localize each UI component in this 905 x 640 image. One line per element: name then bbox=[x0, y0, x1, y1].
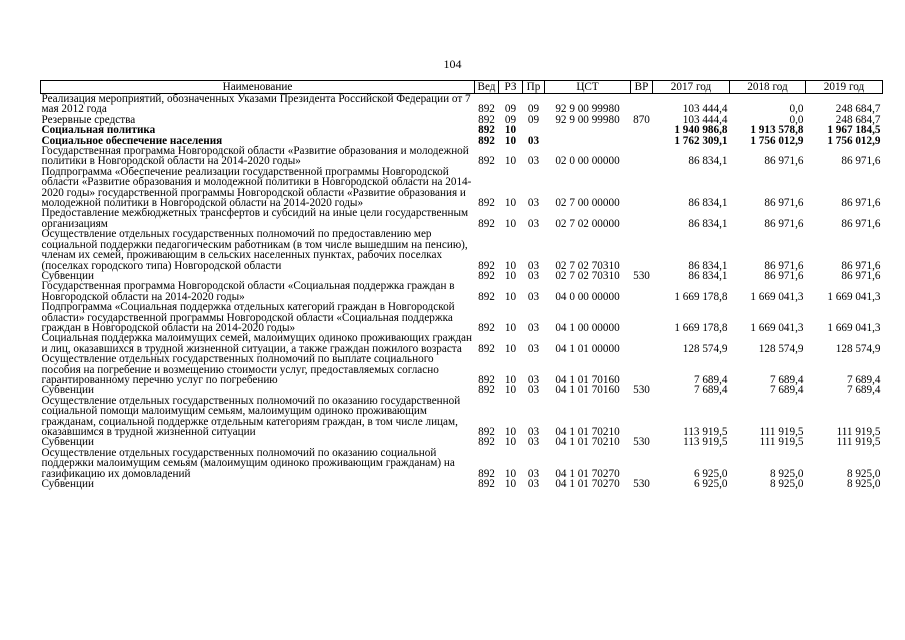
cell-2017: 86 834,1 bbox=[688, 197, 728, 210]
table-row bbox=[41, 146, 883, 167]
cell-name: Субвенции bbox=[41, 269, 94, 282]
cell-2018: 111 919,5 bbox=[759, 436, 804, 449]
cell-cst: 02 0 00 00000 bbox=[555, 155, 620, 168]
table-row bbox=[41, 229, 883, 271]
cell-name: Осуществление отдельных государственных полномочий по предоставлению мер социальной поддержки педагогическим работникам (в том числе вышедшим на пенсию), членам их семей, проживающим в сельских населенных пунктах, рабочих поселках (поселках городского типа) Новгородской области bbox=[41, 228, 468, 272]
cell-cst: 02 7 02 00000 bbox=[555, 217, 620, 230]
cell-rz: 10 bbox=[504, 342, 517, 355]
cell-ved: 892 bbox=[478, 321, 495, 334]
cell-pr: 03 bbox=[527, 436, 540, 449]
cell-cst: 04 1 01 70210 bbox=[555, 436, 620, 449]
cell-2017: 6 925,0 bbox=[693, 478, 728, 491]
cell-pr: 03 bbox=[527, 384, 540, 397]
cell-name: Предоставление межбюджетных трансфертов и субсидий на иные цели государственным организациям bbox=[41, 207, 469, 230]
table-row bbox=[41, 208, 883, 229]
cell-pr: 03 bbox=[527, 269, 540, 282]
cell-pr: 03 bbox=[527, 290, 540, 303]
cell-pr: 09 bbox=[527, 103, 540, 116]
cell-ved: 892 bbox=[478, 384, 495, 397]
cell-rz: 10 bbox=[504, 217, 517, 230]
cell-cst bbox=[545, 136, 631, 146]
cell-vr bbox=[631, 281, 653, 302]
cell-vr bbox=[631, 146, 653, 167]
cell-rz: 09 bbox=[504, 103, 517, 116]
cell-2017: 1 940 986,8 bbox=[674, 124, 728, 137]
cell-ved: 892 bbox=[478, 155, 495, 168]
cell-cst: 02 7 02 70310 bbox=[555, 269, 620, 282]
cell-vr bbox=[631, 167, 653, 209]
table-body bbox=[41, 94, 883, 490]
cell-ved: 892 bbox=[478, 197, 495, 210]
cell-vr: 870 bbox=[633, 113, 650, 126]
cell-rz: 10 bbox=[504, 436, 517, 449]
cell-rz: 10 bbox=[504, 269, 517, 282]
cell-name: Осуществление отдельных государственных полномочий по оказанию социальной поддержки малоимущим семьям (малоимущим одиноко проживающим гражданам) на газификацию их домовладений bbox=[41, 446, 455, 480]
cell-name: Государственная программа Новгородской области «Развитие образования и молодежной политики в Новгородской области на 2014-2020 годы» bbox=[41, 145, 469, 168]
cell-pr: 03 bbox=[527, 426, 540, 438]
cell-ved: 892 bbox=[478, 436, 495, 449]
cell-rz: 10 bbox=[504, 478, 517, 491]
cell-vr: 530 bbox=[633, 269, 650, 282]
cell-name: Подпрограмма «Социальная поддержка отдельных категорий граждан в Новгородской области» государственной программы Новгородской области «Социальная поддержка граждан в Новгородской области на 2014-2020 годы» bbox=[41, 301, 455, 334]
cell-2017: 103 444,4 bbox=[682, 103, 728, 116]
cell-pr: 03 bbox=[527, 342, 540, 355]
cell-2018: 128 574,9 bbox=[758, 342, 804, 355]
cell-2017: 6 925,0 bbox=[693, 467, 728, 480]
cell-ved: 892 bbox=[478, 342, 495, 355]
cell-cst: 92 9 00 99980 bbox=[555, 113, 620, 126]
cell-ved: 892 bbox=[478, 217, 495, 230]
cell-2018: 7 689,4 bbox=[769, 373, 804, 386]
cell-2017: 1 762 309,1 bbox=[674, 134, 728, 147]
header-pr: Пр bbox=[523, 81, 545, 94]
cell-rz: 10 bbox=[504, 321, 517, 334]
cell-rz: 10 bbox=[504, 197, 517, 210]
cell-2019: 86 971,6 bbox=[841, 197, 881, 210]
cell-2018: 7 689,4 bbox=[769, 384, 804, 397]
cell-2018: 8 925,0 bbox=[769, 478, 804, 491]
cell-pr: 09 bbox=[527, 113, 540, 126]
cell-vr bbox=[631, 396, 653, 438]
table-row bbox=[41, 94, 883, 115]
cell-vr: 530 bbox=[633, 478, 650, 491]
cell-2017: 86 834,1 bbox=[688, 269, 728, 282]
cell-vr: 530 bbox=[633, 384, 650, 397]
cell-2017: 86 834,1 bbox=[688, 259, 728, 272]
cell-2017: 7 689,4 bbox=[693, 384, 728, 397]
cell-2018: 86 971,6 bbox=[764, 155, 804, 168]
cell-rz: 10 bbox=[504, 134, 517, 147]
cell-2018: 86 971,6 bbox=[764, 259, 804, 272]
cell-ved: 892 bbox=[478, 426, 495, 438]
cell-ved: 892 bbox=[478, 259, 495, 272]
cell-cst: 04 1 01 70270 bbox=[555, 467, 620, 480]
cell-name: Реализация мероприятий, обозначенных Указами Президента Российской Федерации от 7 мая 2012 года bbox=[41, 93, 471, 116]
cell-2018: 111 919,5 bbox=[759, 426, 804, 438]
cell-2019: 1 669 041,3 bbox=[827, 290, 881, 303]
cell-ved: 892 bbox=[478, 269, 495, 282]
table-header bbox=[41, 81, 883, 94]
cell-pr: 03 bbox=[527, 478, 540, 491]
header-2017: 2017 год bbox=[653, 81, 730, 94]
cell-rz: 10 bbox=[504, 290, 517, 303]
cell-name: Резервные средства bbox=[41, 113, 136, 126]
table-row bbox=[41, 396, 883, 438]
header-vr: ВР bbox=[631, 81, 653, 94]
cell-pr: 03 bbox=[527, 197, 540, 210]
cell-rz: 10 bbox=[504, 155, 517, 168]
cell-pr: 03 bbox=[527, 155, 540, 168]
cell-cst: 92 9 00 99980 bbox=[555, 103, 620, 116]
cell-2018: 1 913 578,8 bbox=[750, 124, 804, 137]
cell-2017: 1 669 178,8 bbox=[674, 290, 728, 303]
cell-cst: 04 1 01 70270 bbox=[555, 478, 620, 491]
cell-2019: 86 971,6 bbox=[841, 155, 881, 168]
cell-cst: 04 1 01 70160 bbox=[555, 373, 620, 386]
cell-pr: 03 bbox=[527, 259, 540, 272]
cell-cst: 04 1 01 00000 bbox=[555, 342, 620, 355]
cell-2018: 0,0 bbox=[789, 113, 804, 126]
cell-cst: 04 1 00 00000 bbox=[555, 321, 620, 334]
cell-2019: 8 925,0 bbox=[846, 467, 881, 480]
table-row bbox=[41, 333, 883, 354]
cell-name: Социальная политика bbox=[41, 124, 156, 137]
header-2018: 2018 год bbox=[730, 81, 806, 94]
cell-ved: 892 bbox=[478, 113, 495, 126]
cell-2018: 1 669 041,3 bbox=[750, 321, 804, 334]
cell-2018: 8 925,0 bbox=[769, 467, 804, 480]
cell-2018: 86 971,6 bbox=[764, 197, 804, 210]
header-2019: 2019 год bbox=[806, 81, 883, 94]
table-row bbox=[41, 167, 883, 209]
cell-name: Подпрограмма «Обеспечение реализации государственной программы Новгородской области «Развитие образования и молодежной политики в Новгородской области на 2014-2020 годы» государственной программы Новгородской области «Развитие образования и молодежной политики в Новгородской области на 2014-2020 годы» bbox=[41, 165, 472, 210]
cell-ved: 892 bbox=[478, 467, 495, 480]
cell-2018: 1 669 041,3 bbox=[750, 290, 804, 303]
cell-vr: 530 bbox=[633, 436, 650, 449]
cell-name: Субвенции bbox=[41, 384, 94, 397]
cell-ved: 892 bbox=[478, 373, 495, 386]
cell-pr: 03 bbox=[527, 217, 540, 230]
cell-ved: 892 bbox=[478, 124, 495, 137]
cell-vr bbox=[631, 125, 653, 135]
cell-2019: 8 925,0 bbox=[846, 478, 881, 491]
cell-pr: 03 bbox=[527, 321, 540, 334]
cell-2019: 86 971,6 bbox=[841, 259, 881, 272]
header-name: Наименование bbox=[41, 81, 475, 94]
cell-rz: 10 bbox=[504, 124, 517, 137]
table-row bbox=[41, 479, 883, 489]
cell-rz: 10 bbox=[504, 467, 517, 480]
cell-vr bbox=[631, 229, 653, 271]
cell-2019: 248 684,7 bbox=[835, 113, 881, 126]
cell-2018: 86 971,6 bbox=[764, 269, 804, 282]
cell-cst bbox=[545, 125, 631, 135]
cell-2019: 86 971,6 bbox=[841, 269, 881, 282]
cell-2019: 111 919,5 bbox=[836, 436, 881, 449]
cell-pr: 03 bbox=[527, 467, 540, 480]
cell-2019: 128 574,9 bbox=[835, 342, 881, 355]
cell-2017: 86 834,1 bbox=[688, 155, 728, 168]
cell-2019: 1 669 041,3 bbox=[827, 321, 881, 334]
cell-2017: 103 444,4 bbox=[682, 113, 728, 126]
cell-vr bbox=[631, 333, 653, 354]
table-row bbox=[41, 281, 883, 302]
header-ved: Вед bbox=[475, 81, 499, 94]
cell-name: Государственная программа Новгородской области «Социальная поддержка граждан в Новгородской области на 2014-2020 годы» bbox=[41, 280, 455, 303]
cell-2017: 1 669 178,8 bbox=[674, 321, 728, 334]
cell-pr: 03 bbox=[527, 373, 540, 386]
cell-rz: 10 bbox=[504, 373, 517, 386]
cell-name: Осуществление отдельных государственных полномочий по выплате социального пособия на погребение и возмещению стоимости услуг, предоставляемых согласно гарантированному перечню услуг по погребению bbox=[41, 353, 439, 386]
cell-vr bbox=[631, 136, 653, 146]
cell-2019: 1 756 012,9 bbox=[827, 134, 881, 147]
cell-2018: 0,0 bbox=[789, 103, 804, 116]
cell-2017: 128 574,9 bbox=[682, 342, 728, 355]
cell-2019: 248 684,7 bbox=[835, 103, 881, 116]
cell-name: Субвенции bbox=[41, 436, 94, 449]
table-row bbox=[41, 302, 883, 333]
page-number: 104 bbox=[443, 57, 462, 71]
header-cst: ЦСТ bbox=[545, 81, 631, 94]
cell-name: Социальная поддержка малоимущих семей, малоимущих одиноко проживающих граждан и лиц, оказавшихся в трудной жизненной ситуации, а также граждан пожилого возраста bbox=[41, 332, 472, 355]
cell-2018: 1 756 012,9 bbox=[750, 134, 804, 147]
cell-rz: 09 bbox=[504, 113, 517, 126]
cell-vr bbox=[631, 208, 653, 229]
cell-2017: 86 834,1 bbox=[688, 217, 728, 230]
cell-cst: 02 7 02 70310 bbox=[555, 259, 620, 272]
cell-name: Социальное обеспечение населения bbox=[41, 134, 223, 147]
cell-2019: 7 689,4 bbox=[846, 373, 881, 386]
cell-cst: 04 1 01 70210 bbox=[555, 426, 620, 438]
cell-2018: 86 971,6 bbox=[764, 217, 804, 230]
cell-2019: 86 971,6 bbox=[841, 217, 881, 230]
table-row bbox=[41, 448, 883, 479]
cell-2017: 113 919,5 bbox=[683, 426, 728, 438]
cell-vr bbox=[631, 354, 653, 385]
cell-name: Субвенции bbox=[41, 478, 94, 491]
cell-ved: 892 bbox=[478, 134, 495, 147]
cell-rz: 10 bbox=[504, 259, 517, 272]
cell-cst: 02 7 00 00000 bbox=[555, 197, 620, 210]
cell-vr bbox=[631, 94, 653, 115]
cell-2017: 113 919,5 bbox=[683, 436, 728, 449]
cell-cst: 04 0 00 00000 bbox=[555, 290, 620, 303]
cell-vr bbox=[631, 448, 653, 479]
cell-vr bbox=[631, 302, 653, 333]
cell-2019: 7 689,4 bbox=[846, 384, 881, 397]
cell-cst: 04 1 01 70160 bbox=[555, 384, 620, 397]
cell-ved: 892 bbox=[478, 290, 495, 303]
cell-2019: 111 919,5 bbox=[836, 426, 881, 438]
table-row bbox=[41, 354, 883, 385]
header-rz: РЗ bbox=[499, 81, 523, 94]
cell-2017: 7 689,4 bbox=[693, 373, 728, 386]
cell-ved: 892 bbox=[478, 103, 495, 116]
cell-ved: 892 bbox=[478, 478, 495, 491]
cell-rz: 10 bbox=[504, 384, 517, 397]
budget-table bbox=[40, 80, 883, 489]
cell-2019: 1 967 184,5 bbox=[827, 124, 881, 137]
cell-pr: 03 bbox=[527, 134, 540, 147]
cell-name: Осуществление отдельных государственных полномочий по оказанию государственной социальной помощи малоимущим семьям, малоимущим одиноко проживающим гражданам, социальной поддержке отдельным категориям граждан, в том числе лицам, оказавшимся в трудной жизненной ситуации bbox=[41, 394, 461, 438]
cell-rz: 10 bbox=[504, 426, 517, 438]
